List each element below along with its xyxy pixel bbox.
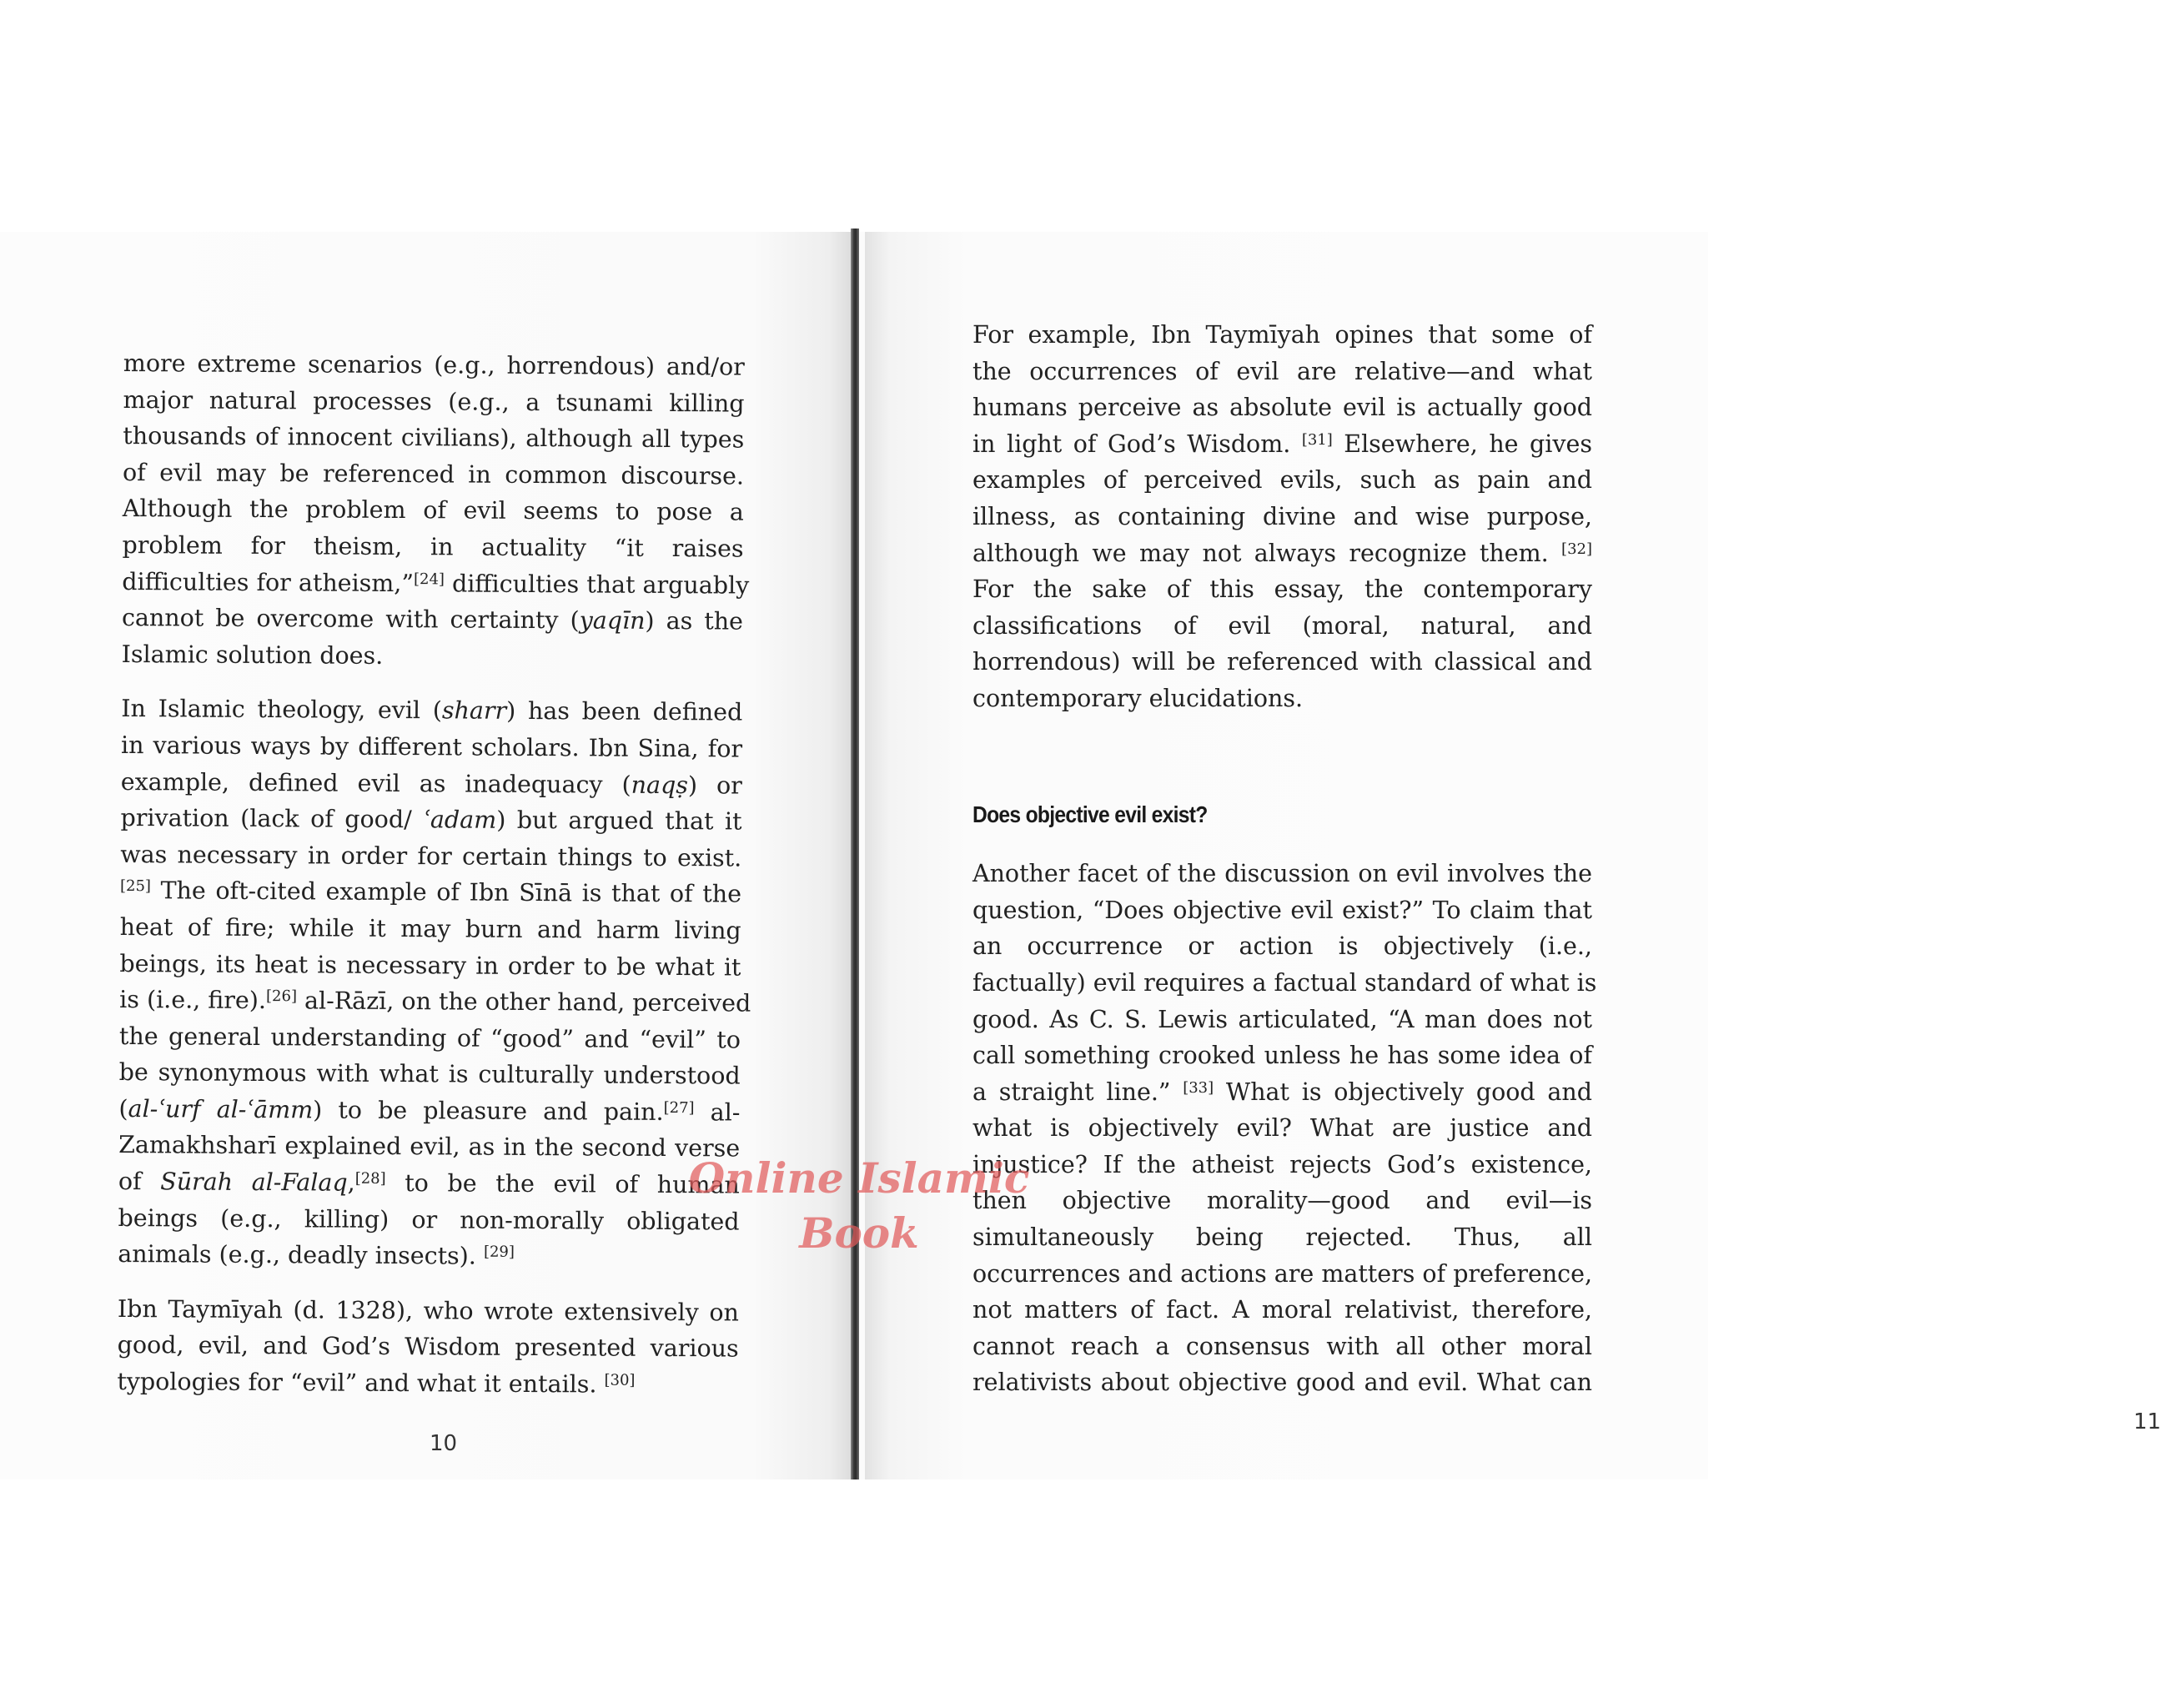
text-line: Islamic solution does. [121, 640, 384, 670]
book-gutter [851, 229, 859, 1479]
right-page [865, 232, 2161, 1479]
text-line: cannot reach a consensus with all other moral [972, 1332, 1592, 1360]
text-line: question, “Does objective evil exist?” To claim that [972, 896, 1592, 924]
left-page [0, 232, 855, 1479]
text-line: of evil may be referenced in common discourse. [122, 458, 745, 490]
text-line: illness, as containing divine and wise purpose, [972, 502, 1592, 530]
paragraph [972, 856, 1597, 1401]
page-number: 10 [430, 1431, 458, 1456]
text-line: classifications of evil (moral, natural, and [972, 611, 1592, 640]
text-line: privation (lack of good/ ʿadam) but argued that it [120, 804, 742, 836]
text-line: problem for theism, in actuality “it raises [122, 530, 744, 563]
text-line: of Sūrah al-Falaq,[28] to be the evil of human [118, 1168, 740, 1199]
text-line: an occurrence or action is objectively (i.e., [972, 932, 1592, 961]
text-line: example, defined evil as inadequacy (naqṣ) or [120, 767, 742, 800]
text-line: good, evil, and God’s Wisdom presented various [117, 1331, 739, 1363]
page-number: 11 [2133, 1409, 2161, 1434]
right-page-body [972, 317, 1597, 1419]
text-line: relativists about objective good and evil. What can [972, 1369, 1592, 1397]
text-line: was necessary in order for certain things to exist. [120, 840, 742, 872]
text-line: a straight line.” [33] What is objectively good and [972, 1078, 1592, 1106]
text-line: beings (e.g., killing) or non-morally obligated [118, 1203, 740, 1236]
text-line: simultaneously being rejected. Thus, all [972, 1223, 1592, 1252]
text-line: (al-ʿurf al-ʿāmm) to be pleasure and pain.[27] al- [118, 1094, 741, 1127]
text-line: major natural processes (e.g., a tsunami killing [123, 385, 745, 418]
paragraph [121, 345, 750, 676]
text-line: horrendous) will be referenced with classical and [972, 648, 1592, 676]
text-line: [25] The oft-cited example of Ibn Sīnā is that of the [119, 877, 742, 908]
text-line: the occurrences of evil are relative—and what [972, 357, 1592, 385]
text-line: not matters of fact. A moral relativist, therefore, [972, 1296, 1592, 1324]
text-line: occurrences and actions are matters of preference, [972, 1259, 1593, 1288]
text-line: Although the problem of evil seems to pose a [122, 495, 744, 526]
watermark-line: Book [799, 1208, 919, 1258]
text-line: beings, its heat is necessary in order to be what it [119, 949, 741, 982]
left-page-body [117, 345, 751, 1422]
text-line: the general understanding of “good” and “evil” to [118, 1022, 741, 1054]
text-line: heat of fire; while it may burn and harm living [119, 912, 741, 945]
text-line: cannot be overcome with certainty (yaqīn) as the [121, 604, 744, 635]
text-line: For example, Ibn Taymīyah opines that some of [972, 321, 1592, 349]
text-line: examples of perceived evils, such as pain and [972, 466, 1592, 495]
text-line: difficulties for atheism,”[24] difficulties that arguably [122, 567, 750, 600]
text-line: humans perceive as absolute evil is actually good [972, 394, 1592, 422]
text-line: Another facet of the discussion on evil involves the [972, 860, 1592, 888]
text-line: For the sake of this essay, the contemporary [972, 575, 1592, 604]
text-line: factually) evil requires a factual standard of what is [972, 968, 1597, 997]
text-line: in various ways by different scholars. Ibn Sina, for [120, 731, 743, 763]
paragraph [117, 1291, 739, 1404]
paragraph [972, 317, 1592, 717]
text-line: in light of God’s Wisdom. [31] Elsewhere, he gives [972, 430, 1592, 458]
watermark-line: Online Islamic [688, 1153, 1030, 1203]
text-line: thousands of innocent civilians), although all types [123, 422, 745, 454]
text-line: animals (e.g., deadly insects). [29] [118, 1240, 515, 1270]
text-line: good. As C. S. Lewis articulated, “A man does not [972, 1005, 1592, 1033]
text-line: contemporary elucidations. [972, 684, 1304, 712]
text-line: In Islamic theology, evil (sharr) has been defined [121, 695, 743, 726]
text-line: is (i.e., fire).[26] al-Rāzī, on the other hand, perceived [119, 986, 751, 1017]
text-line: Ibn Taymīyah (d. 1328), who wrote extensively on [117, 1294, 740, 1327]
section-heading: Does objective evil exist? [972, 801, 1208, 827]
text-line: then objective morality—good and evil—is [972, 1187, 1592, 1215]
text-line: be synonymous with what is culturally understood [118, 1058, 741, 1090]
text-line: more extreme scenarios (e.g., horrendous) and/or [123, 349, 745, 381]
text-line: what is objectively evil? What are justice and [972, 1114, 1592, 1143]
text-line: Zamakhsharī explained evil, as in the second verse [118, 1131, 741, 1163]
text-line: injustice? If the atheist rejects God’s existence, [972, 1150, 1592, 1178]
text-line: typologies for “evil” and what it entails. [30] [117, 1368, 636, 1399]
text-line: although we may not always recognize them. [32] [972, 539, 1592, 567]
text-line: call something crooked unless he has some idea of [972, 1042, 1592, 1070]
paragraph [118, 691, 751, 1276]
